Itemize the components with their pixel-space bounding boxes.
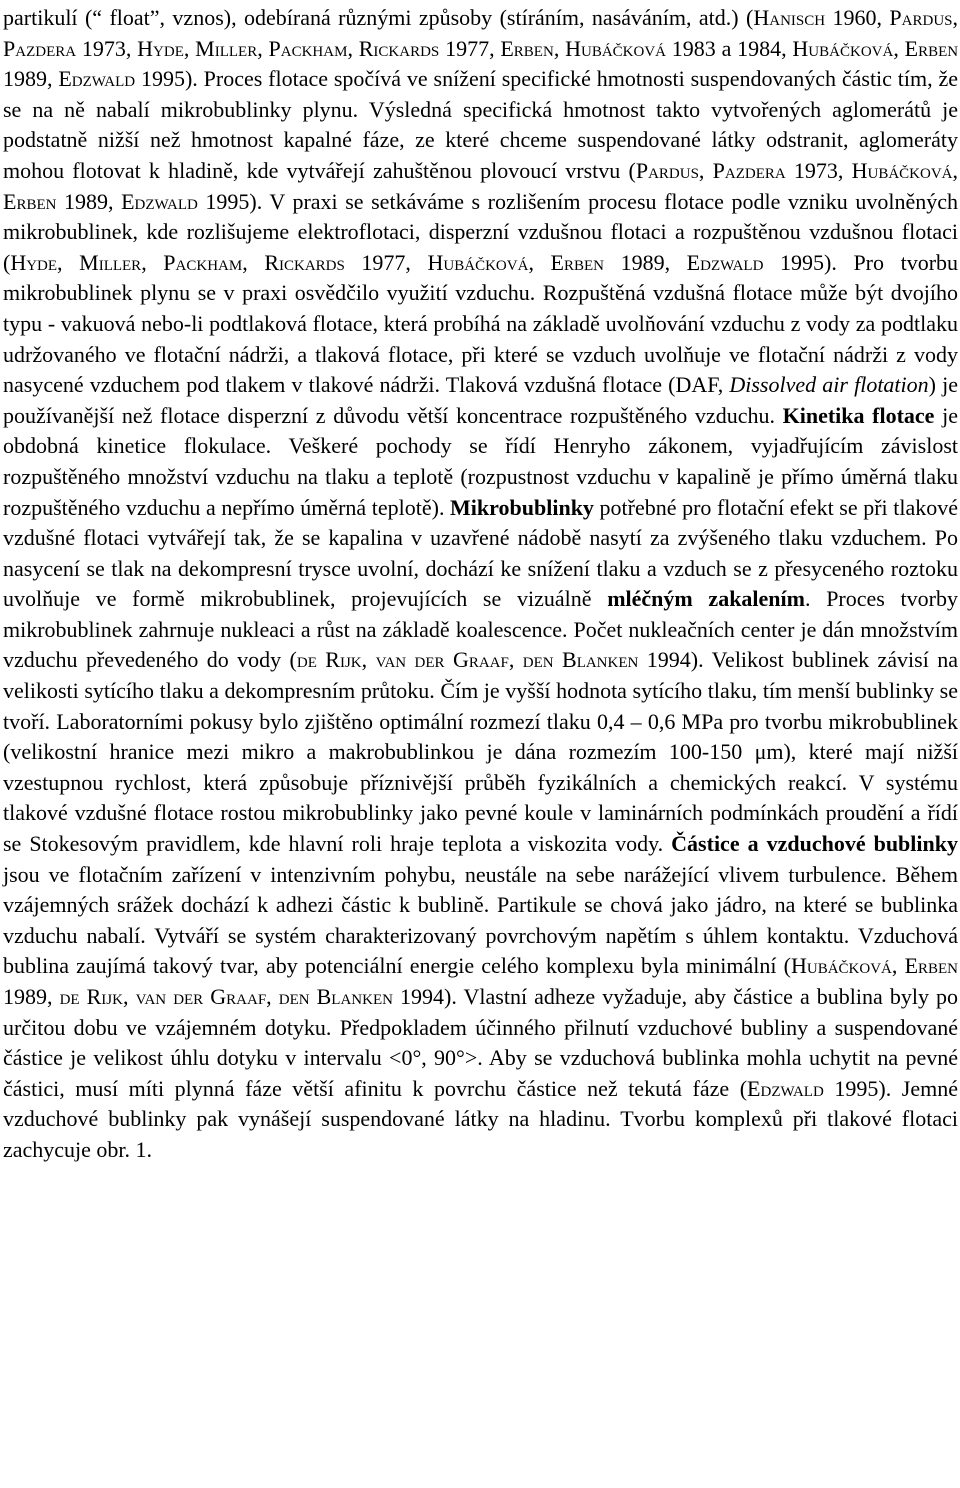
citation-author: Hyde [10,249,58,275]
citation-author: Erben [3,188,57,214]
bold-term: Mikrobublinky [450,494,594,520]
citation-author: Hubáčková [792,35,894,61]
text-run: 1973, [785,157,852,183]
text-run: 1995). Jemné vzduchové bublinky pak vynášejí suspendované látky na hladinu. Tvorbu komplexů při tlakové flotaci zachycuje obr. 1. [3,1075,958,1162]
citation-author: Edzwald [121,188,198,214]
text-run: ) je používanější než flotace disperzní z důvodu větší koncentrace rozpuštěného vzduchu. [3,372,959,428]
text-run: , [266,984,279,1009]
citation-author: Edzwald [58,66,136,92]
text-run: 1977, [344,249,428,275]
text-run: jsou ve flotačním zařízení v intenzivním pohybu, neustále na sebe narážející vlivem turbulence. Během vzájemných srážek dochází k adhezi částic k bublině. Partikule se chová jako jádro, na které se bublinka vzduchu nabalí. Vytváří se systém charakterizovaný povrchovým napětím s úhlem kontaktu. Vzduchová bublina zaujímá takový tvar, aby potenciální energie celého komplexu byla minimální ( [3,861,958,979]
citation-author: Packham [268,35,348,61]
citation-author: de Rijk [59,984,123,1009]
citation-author: Pazdera [712,157,786,183]
citation-author: Edzwald [686,249,764,275]
citation-author: de Rijk [296,647,362,673]
text-run: potřebné pro flotační efekt se při tlakové vzdušné flotaci vytvářejí tak, že se kapalina v uzavřené nádobě nasytí za zvýšeného tlaku vzduchem. Po nasycení se tlak na dekompresní trysce uvolní, dochází ke snížení tlaku a vzduch se z přesyceného roztoku uvolňuje ve formě mikrobublinek, projevujících se vizuálně [3,494,958,612]
text-run: 1989, [603,249,687,275]
text-run: 1960, [825,5,890,30]
citation-author: Pardus [889,5,953,30]
citation-author: van der Graaf [375,647,509,673]
text-run: 1994). Vlastní adheze vyžaduje, aby částice a bublina byly po určitou dobu ve vzájemném dotyku. Předpokladem účinného přilnutí vzduchové bubliny a suspendované částice je velikost úhlu dotyku v intervalu <0°, 90°>. Aby se vzduchová bublinka mohla uchytit na pevné částici, musí míti plynná fáze větší afinitu k povrchu částice než tekutá fáze ( [3,984,959,1101]
body-paragraph [3,3,958,1166]
citation-author: van der Graaf [135,984,267,1009]
text-run: , [891,953,905,979]
text-run: , [141,249,164,275]
text-run: 1995). Proces flotace spočívá ve snížení specifické hmotnosti suspendovaných částic tím, že se na ně nabalí mikrobublinky plynu. Výsledná specifická hmotnost takto vytvořených aglomerátů je podstatně nižší než hmotnost kapalné fáze, ze které chceme suspendované látky odstranit, aglomeráty mohou flotovat k hladině, kde vytvářejí zahuštěnou plovoucí vrstvu ( [3,66,959,183]
text-run: , [952,5,959,30]
citation-author: Edzwald [747,1075,824,1101]
citation-author: Packham [163,249,243,275]
text-run: 1983 a 1984, [666,35,793,61]
text-run: partikulí (“ float”, vznos), odebíraná různými způsoby (stíráním, nasáváním, atd.) ( [3,5,754,30]
citation-author: Pazdera [3,35,77,61]
text-run: , [361,647,376,673]
text-run: 1989, [3,66,59,92]
text-run: 1977, [439,35,501,61]
citation-author: Erben [904,953,959,979]
text-run: , [508,647,523,673]
text-run: , [528,249,551,275]
citation-author: Pardus [635,157,699,183]
citation-author: den Blanken [522,647,639,673]
citation-author: Miller [195,35,258,61]
citation-author: Rickards [264,249,345,275]
citation-author: Hubáčková [565,35,667,61]
text-run: je obdobná kinetice flokulace. Veškeré pochody se řídí Henryho zákonem, vyjadřujícím závislost rozpuštěného množství vzduchu na tlaku a teplotě (rozpustnost vzduchu v kapalině je přímo úměrná tlaku rozpuštěného vzduchu a nepřímo úměrná teplotě). [3,402,958,520]
text-run: 1995). Pro tvorbu mikrobublinek plynu se v praxi osvědčilo využití vzduchu. Rozpuštěná vzdušná flotace může být dvojího typu - vakuová nebo-li podtlaková flotace, která probíhá na základě uvolňování vzduchu z vody za podtlaku udržovaného ve flotační nádrži, a tlaková flotace, při které se vzduch uvolňuje ve flotační nádrži z vody nasycené vzduchem pod tlakem v tlakové nádrži. Tlaková vzdušná flotace (DAF, [3,249,959,398]
citation-author: Hubáčková [851,157,953,183]
text-run: , [257,35,269,61]
text-run: 1994). Velikost bublinek závisí na velikosti sytícího tlaku a dekompresním průtoku. Čím je vyšší hodnota sytícího tlaku, tím menší bublinky se tvoří. Laboratorními pokusy bylo zjištěno optimální rozmezí tlaku 0,4 – 0,6 MPa pro tvorbu mikrobublinek (velikostní hranice mezi mikro a makrobublinkou je dána rozmezím 100-150 μm), které mají nižší vzestupnou rychlost, která způsobuje příznivější průběh fyzikálních a chemických reakcí. V systému tlakové vzdušné flotace rostou mikrobublinky jako pevné koule v laminárních podmínkách proudění a řídí se Stokesovým pravidlem, kde hlavní roli hraje teplota a viskozita vody. [3,647,959,857]
text-run: , [952,157,959,183]
citation-author: Hyde [137,35,184,61]
text-run: . Proces tvorby mikrobublinek zahrnuje nukleaci a růst na základě koalescence. Počet nukleačních center je dán množstvím vzduchu převedeného do vody ( [3,586,958,673]
citation-author: Rickards [358,35,440,61]
citation-author: Erben [550,249,604,275]
text-run: , [347,35,359,61]
text-run: , [183,35,196,61]
bold-term: mléčným zakalením [607,586,805,612]
citation-author: Hubáčková [790,953,892,979]
italic-term: Dissolved air flotation [729,372,929,398]
text-run: , [893,35,905,61]
text-run: 1995). V praxi se setkáváme s rozlišením procesu flotace podle vzniku uvolněných mikrobublinek, kde rozlišujeme elektroflotaci, disperzní vzdušnou flotaci a rozpuštěnou vzdušnou flotaci ( [3,188,959,275]
citation-author: den Blanken [278,984,393,1009]
text-run: , [242,249,265,275]
citation-author: Miller [79,249,142,275]
text-run: , [57,249,80,275]
bold-term: Kinetika flotace [782,402,935,428]
text-run: 1989, [3,984,60,1009]
citation-author: Hubáčková [427,249,529,275]
text-run: , [553,35,566,61]
text-run: , [698,157,713,183]
text-run: 1989, [56,188,122,214]
citation-author: Erben [500,35,554,61]
citation-author: Erben [904,35,959,61]
bold-term: Částice a vzduchové bublinky [671,831,958,857]
text-run: , [122,984,136,1009]
citation-author: Hanisch [753,5,826,30]
text-run: 1973, [76,35,138,61]
